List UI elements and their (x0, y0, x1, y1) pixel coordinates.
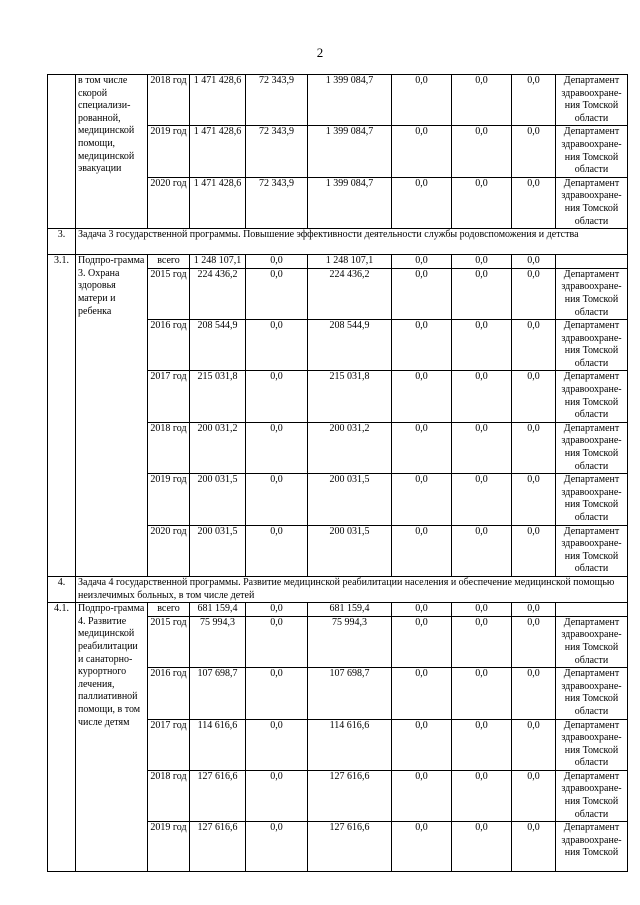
federal-amount: 72 343,9 (246, 177, 308, 228)
other-amount: 0,0 (452, 255, 512, 269)
total-amount: 681 159,4 (190, 603, 246, 617)
total-amount: 215 031,8 (190, 371, 246, 422)
total-amount: 224 436,2 (190, 268, 246, 319)
subprogram-total-row (48, 603, 628, 617)
other-amount: 0,0 (512, 474, 556, 525)
regional-amount: 127 616,6 (308, 770, 392, 821)
federal-amount: 0,0 (246, 255, 308, 269)
department-name: Департамент здравоохране-ния Томской области (556, 177, 628, 228)
task-row (48, 576, 628, 602)
total-amount: 107 698,7 (190, 668, 246, 719)
total-amount: 114 616,6 (190, 719, 246, 770)
year-cell: 2019 год (148, 126, 190, 177)
regional-amount: 224 436,2 (308, 268, 392, 319)
task-row (48, 229, 628, 255)
other-amount: 0,0 (512, 422, 556, 473)
other-amount: 0,0 (512, 822, 556, 872)
subprogram-total-row (48, 255, 628, 269)
total-amount: 200 031,5 (190, 525, 246, 576)
local-amount: 0,0 (392, 422, 452, 473)
regional-amount: 200 031,2 (308, 422, 392, 473)
department-name: Департамент здравоохране-ния Томской области (556, 668, 628, 719)
local-amount: 0,0 (392, 525, 452, 576)
other-amount: 0,0 (452, 126, 512, 177)
other-amount: 0,0 (512, 719, 556, 770)
other-amount: 0,0 (452, 770, 512, 821)
federal-amount: 72 343,9 (246, 126, 308, 177)
total-amount: 200 031,2 (190, 422, 246, 473)
other-amount: 0,0 (452, 719, 512, 770)
federal-amount: 0,0 (246, 822, 308, 872)
regional-amount: 75 994,3 (308, 616, 392, 667)
federal-amount: 0,0 (246, 320, 308, 371)
department-name: Департамент здравоохране-ния Томской области (556, 719, 628, 770)
total-amount: 75 994,3 (190, 616, 246, 667)
row-label: в том числе скорой специализи-рованной, медицинской помощи, медицинской эвакуации (76, 75, 148, 229)
year-cell: 2016 год (148, 320, 190, 371)
year-cell: 2018 год (148, 422, 190, 473)
federal-amount: 0,0 (246, 268, 308, 319)
other-amount: 0,0 (512, 126, 556, 177)
federal-amount: 0,0 (246, 422, 308, 473)
dept-cell (556, 255, 628, 269)
regional-amount: 200 031,5 (308, 474, 392, 525)
regional-amount: 1 248 107,1 (308, 255, 392, 269)
other-amount: 0,0 (452, 668, 512, 719)
task-number: 3. (48, 229, 76, 255)
federal-amount: 0,0 (246, 616, 308, 667)
other-amount: 0,0 (512, 668, 556, 719)
other-amount: 0,0 (452, 822, 512, 872)
local-amount: 0,0 (392, 603, 452, 617)
subprogram-label: Подпро-грамма 4. Развитие медицинской реабилитации и санаторно-курортного лечения, паллиативной помощи, в том числе детям (76, 603, 148, 872)
year-cell: 2016 год (148, 668, 190, 719)
regional-amount: 1 399 084,7 (308, 177, 392, 228)
year-cell: 2018 год (148, 770, 190, 821)
local-amount: 0,0 (392, 616, 452, 667)
other-amount: 0,0 (512, 177, 556, 228)
other-amount: 0,0 (512, 268, 556, 319)
federal-amount: 0,0 (246, 719, 308, 770)
local-amount: 0,0 (392, 719, 452, 770)
federal-amount: 0,0 (246, 770, 308, 821)
year-cell: 2015 год (148, 268, 190, 319)
year-cell: 2019 год (148, 474, 190, 525)
total-amount: 1 471 428,6 (190, 177, 246, 228)
year-cell: 2017 год (148, 371, 190, 422)
total-amount: 1 248 107,1 (190, 255, 246, 269)
year-cell: 2015 год (148, 616, 190, 667)
other-amount: 0,0 (512, 525, 556, 576)
year-cell: 2020 год (148, 525, 190, 576)
department-name: Департамент здравоохране-ния Томской области (556, 525, 628, 576)
department-name: Департамент здравоохране-ния Томской области (556, 320, 628, 371)
year-row (48, 75, 628, 126)
other-amount: 0,0 (452, 603, 512, 617)
total-amount: 200 031,5 (190, 474, 246, 525)
table-body (48, 75, 628, 872)
local-amount: 0,0 (392, 371, 452, 422)
local-amount: 0,0 (392, 474, 452, 525)
federal-amount: 0,0 (246, 371, 308, 422)
year-cell: 2020 год (148, 177, 190, 228)
department-name: Департамент здравоохране-ния Томской области (556, 474, 628, 525)
department-name: Департамент здравоохране-ния Томской области (556, 268, 628, 319)
total-amount: 1 471 428,6 (190, 75, 246, 126)
other-amount: 0,0 (452, 268, 512, 319)
year-cell: 2019 год (148, 822, 190, 872)
other-amount: 0,0 (512, 371, 556, 422)
department-name: Департамент здравоохране-ния Томской области (556, 422, 628, 473)
other-amount: 0,0 (452, 474, 512, 525)
row-number: 4.1. (48, 603, 76, 872)
local-amount: 0,0 (392, 822, 452, 872)
other-amount: 0,0 (512, 603, 556, 617)
regional-amount: 127 616,6 (308, 822, 392, 872)
row-number (48, 75, 76, 229)
other-amount: 0,0 (452, 616, 512, 667)
other-amount: 0,0 (452, 371, 512, 422)
year-cell: 2018 год (148, 75, 190, 126)
row-number: 3.1. (48, 255, 76, 577)
task-text: Задача 3 государственной программы. Повышение эффективности деятельности службы родовспоможения и детства (76, 229, 628, 255)
regional-amount: 107 698,7 (308, 668, 392, 719)
local-amount: 0,0 (392, 177, 452, 228)
department-name: Департамент здравоохране-ния Томской области (556, 616, 628, 667)
local-amount: 0,0 (392, 75, 452, 126)
total-label: всего (148, 255, 190, 269)
year-cell: 2017 год (148, 719, 190, 770)
other-amount: 0,0 (512, 770, 556, 821)
local-amount: 0,0 (392, 770, 452, 821)
local-amount: 0,0 (392, 668, 452, 719)
page-number: 2 (316, 45, 324, 60)
regional-amount: 681 159,4 (308, 603, 392, 617)
local-amount: 0,0 (392, 268, 452, 319)
total-amount: 127 616,6 (190, 770, 246, 821)
local-amount: 0,0 (392, 126, 452, 177)
department-name: Департамент здравоохране-ния Томской области (556, 770, 628, 821)
regional-amount: 1 399 084,7 (308, 75, 392, 126)
other-amount: 0,0 (452, 422, 512, 473)
federal-amount: 0,0 (246, 474, 308, 525)
department-name: Департамент здравоохране-ния Томской области (556, 126, 628, 177)
total-amount: 127 616,6 (190, 822, 246, 872)
federal-amount: 72 343,9 (246, 75, 308, 126)
regional-amount: 1 399 084,7 (308, 126, 392, 177)
federal-amount: 0,0 (246, 668, 308, 719)
regional-amount: 208 544,9 (308, 320, 392, 371)
department-name: Департамент здравоохране-ния Томской области (556, 75, 628, 126)
dept-cell (556, 603, 628, 617)
total-amount: 208 544,9 (190, 320, 246, 371)
subprogram-label: Подпро-грамма 3. Охрана здоровья матери и ребенка (76, 255, 148, 577)
local-amount: 0,0 (392, 255, 452, 269)
federal-amount: 0,0 (246, 525, 308, 576)
other-amount: 0,0 (452, 177, 512, 228)
regional-amount: 200 031,5 (308, 525, 392, 576)
total-label: всего (148, 603, 190, 617)
other-amount: 0,0 (452, 320, 512, 371)
other-amount: 0,0 (512, 255, 556, 269)
department-name: Департамент здравоохране-ния Томской (556, 822, 628, 872)
other-amount: 0,0 (512, 75, 556, 126)
local-amount: 0,0 (392, 320, 452, 371)
department-name: Департамент здравоохране-ния Томской области (556, 371, 628, 422)
other-amount: 0,0 (452, 75, 512, 126)
federal-amount: 0,0 (246, 603, 308, 617)
budget-table (47, 74, 628, 872)
regional-amount: 114 616,6 (308, 719, 392, 770)
other-amount: 0,0 (512, 616, 556, 667)
total-amount: 1 471 428,6 (190, 126, 246, 177)
regional-amount: 215 031,8 (308, 371, 392, 422)
other-amount: 0,0 (452, 525, 512, 576)
task-number: 4. (48, 576, 76, 602)
task-text: Задача 4 государственной программы. Развитие медицинской реабилитации населения и обеспечение медицинской помощью неизлечимых больных, в том числе детей (76, 576, 628, 602)
other-amount: 0,0 (512, 320, 556, 371)
